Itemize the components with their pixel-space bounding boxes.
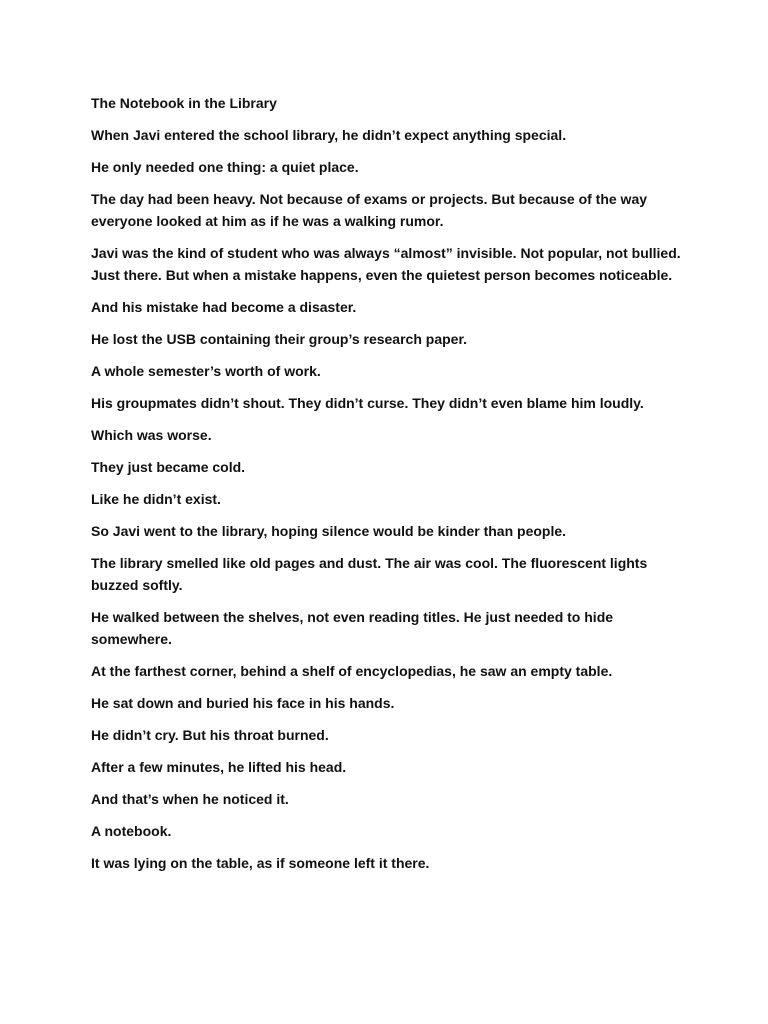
document-page: [91, 92, 681, 884]
paragraph: And that’s when he noticed it.: [91, 791, 289, 807]
paragraph: Which was worse.: [91, 427, 212, 443]
paragraph: When Javi entered the school library, he didn’t expect anything special.: [91, 127, 567, 143]
paragraph: He sat down and buried his face in his hands.: [91, 695, 395, 711]
paragraph: A notebook.: [91, 823, 172, 839]
paragraph: The day had been heavy. Not because of exams or projects. But because of the way everyone looked at him as if he was a walking rumor.: [91, 191, 648, 229]
paragraph: His groupmates didn’t shout. They didn’t curse. They didn’t even blame him loudly.: [91, 395, 644, 411]
paragraph: He only needed one thing: a quiet place.: [91, 159, 359, 175]
paragraph: He walked between the shelves, not even reading titles. He just needed to hide somewhere.: [91, 609, 614, 647]
paragraph: A whole semester’s worth of work.: [91, 363, 321, 379]
paragraph: Javi was the kind of student who was always “almost” invisible. Not popular, not bullied. Just there. But when a mistake happens, even the quietest person becomes noticeable.: [91, 245, 681, 283]
document-title: The Notebook in the Library: [91, 95, 277, 111]
paragraph: At the farthest corner, behind a shelf of encyclopedias, he saw an empty table.: [91, 663, 613, 679]
paragraph: And his mistake had become a disaster.: [91, 299, 357, 315]
paragraph: After a few minutes, he lifted his head.: [91, 759, 347, 775]
paragraph: So Javi went to the library, hoping silence would be kinder than people.: [91, 523, 567, 539]
paragraph: Like he didn’t exist.: [91, 491, 221, 507]
paragraph: He lost the USB containing their group’s research paper.: [91, 331, 468, 347]
paragraph: The library smelled like old pages and dust. The air was cool. The fluorescent lights buzzed softly.: [91, 555, 648, 593]
paragraph: It was lying on the table, as if someone left it there.: [91, 855, 430, 871]
paragraph: They just became cold.: [91, 459, 246, 475]
paragraph: He didn’t cry. But his throat burned.: [91, 727, 329, 743]
